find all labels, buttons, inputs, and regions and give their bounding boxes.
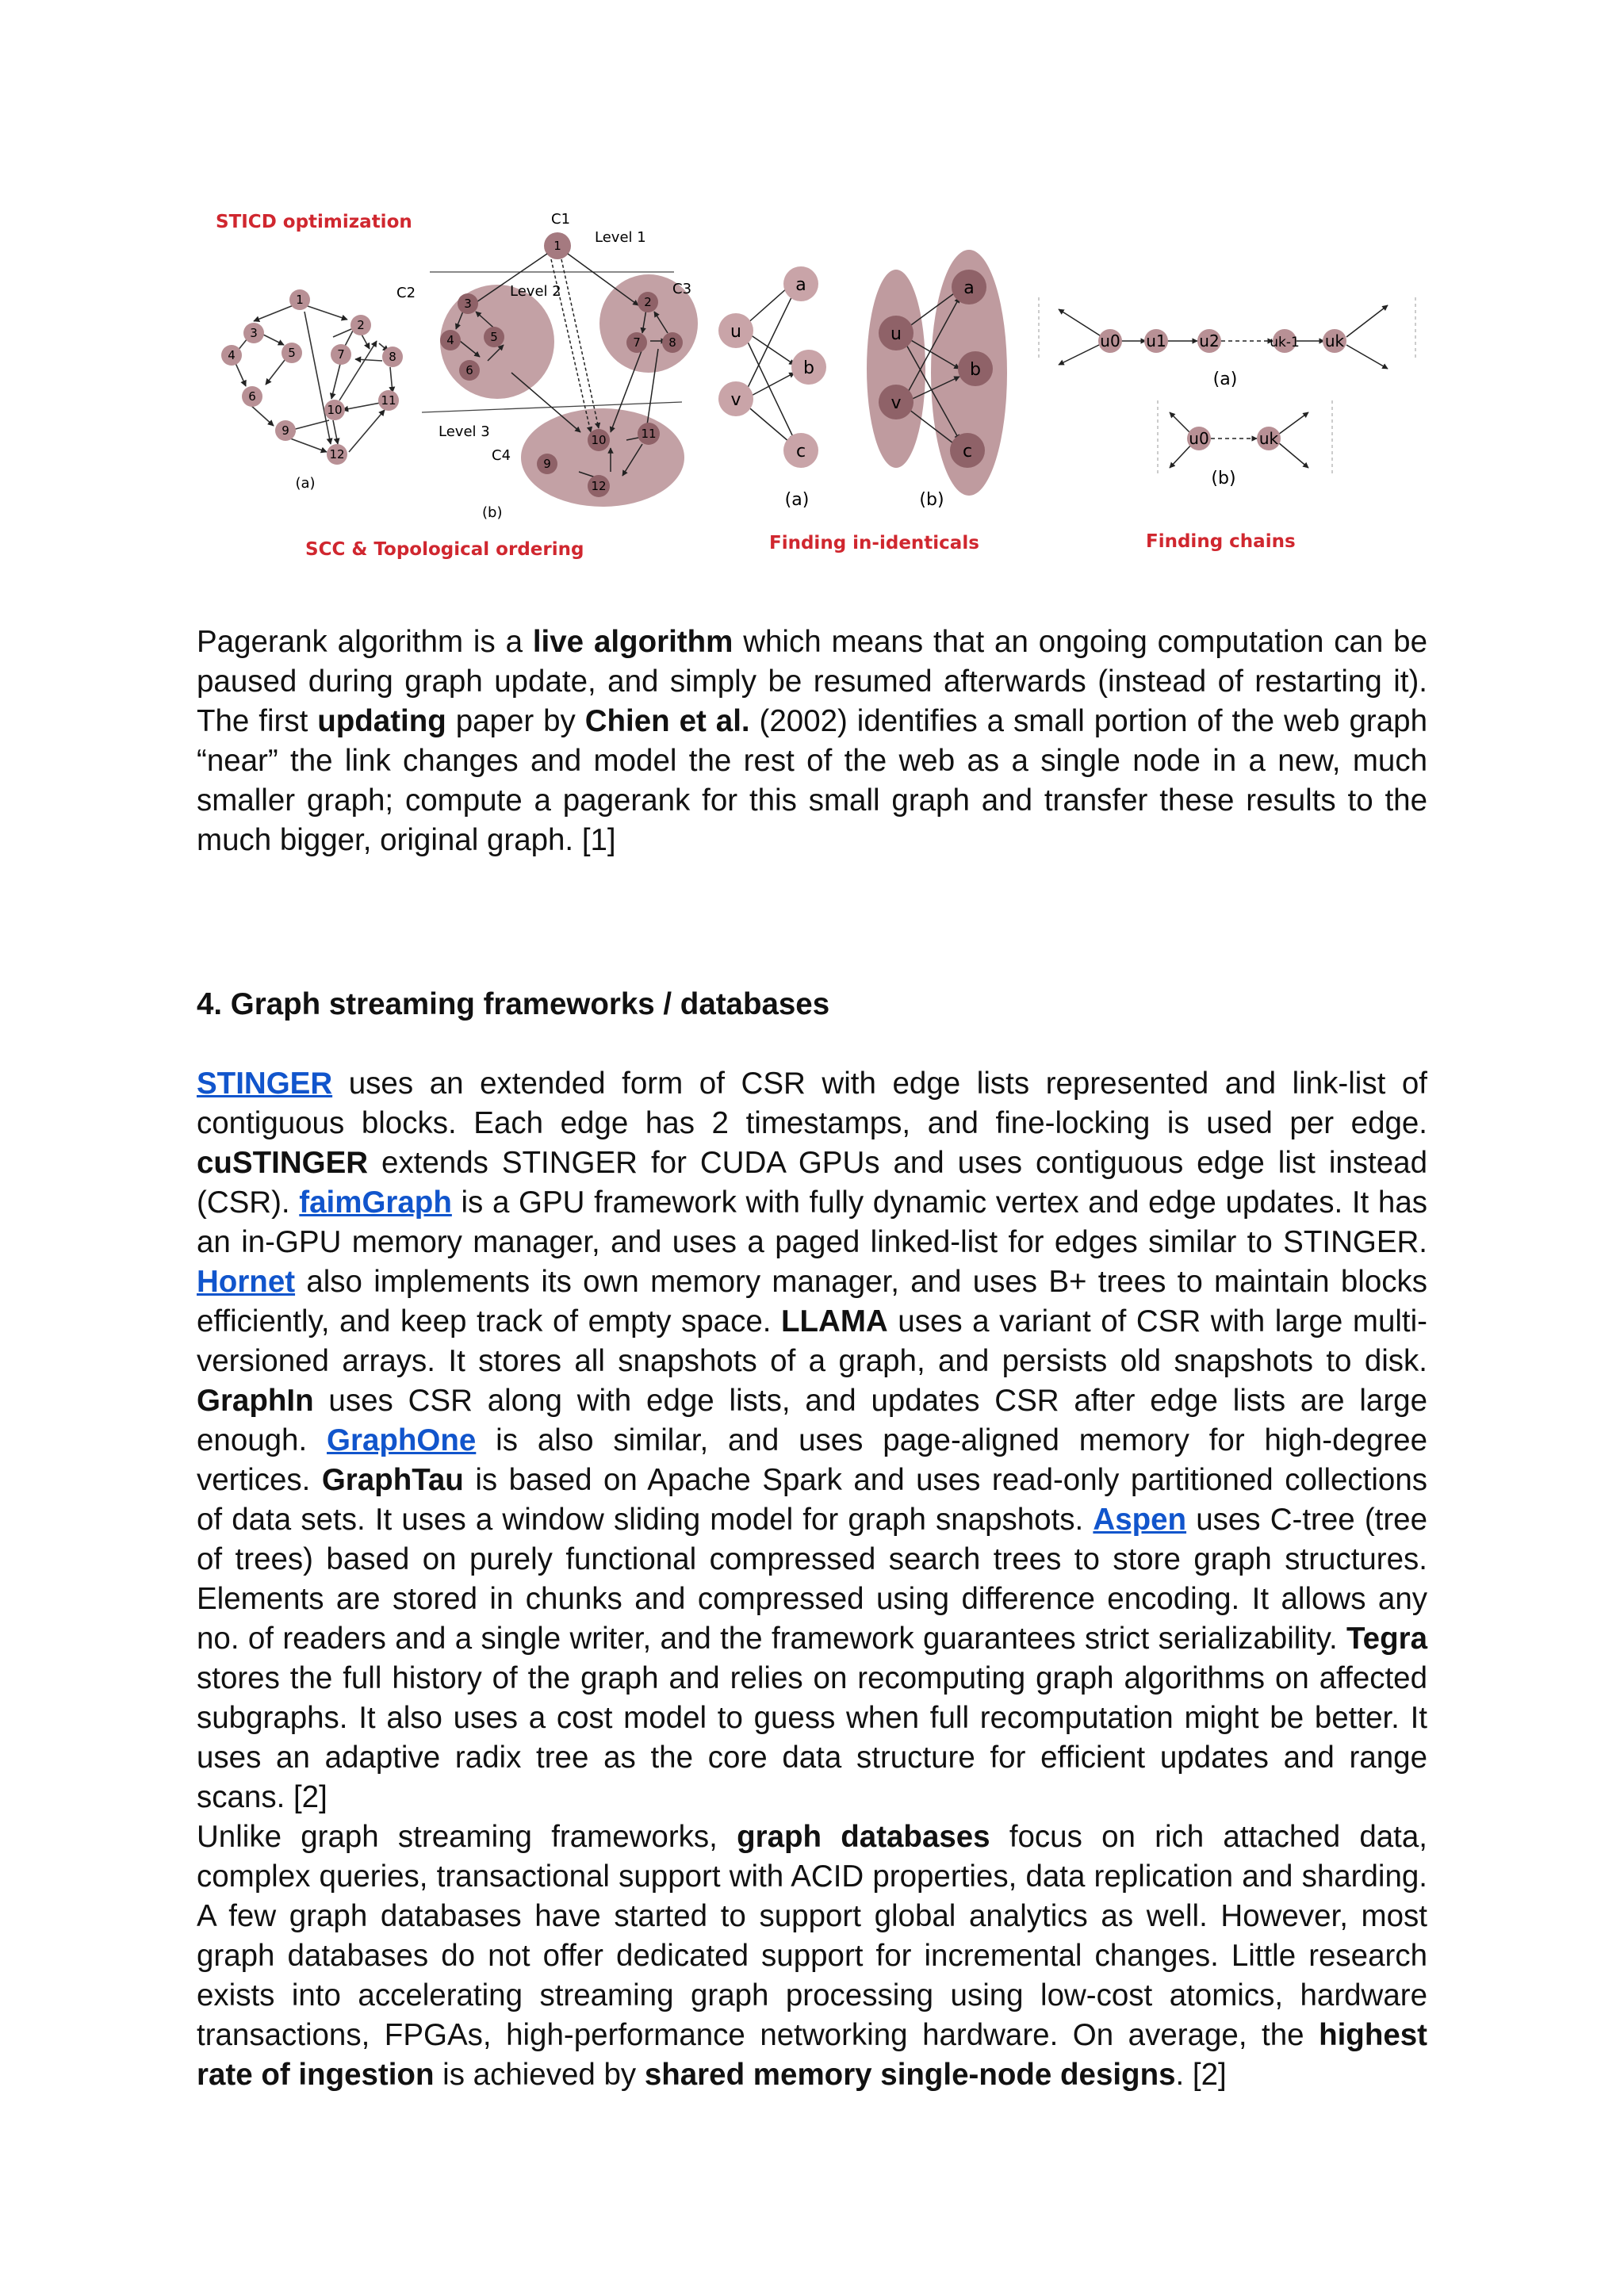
chains-a-label: (a) xyxy=(1212,370,1238,389)
svg-text:1: 1 xyxy=(553,239,561,253)
in-identicals-b-label: (b) xyxy=(919,490,944,510)
bold-updating: updating xyxy=(317,704,446,738)
svg-text:8: 8 xyxy=(668,335,676,350)
text-span: which means that an ongoing computation can be paused during graph update, and simply be resumed afterwards (instead of restarting it). The first xyxy=(197,625,1427,738)
chain-node-u2: u2 xyxy=(1199,331,1220,350)
svg-text:5: 5 xyxy=(288,346,296,360)
text-span: is a GPU framework with fully dynamic vertex and edge updates. It has an in-GPU memory manager, and uses a paged linked-list for edges similar to STINGER. xyxy=(197,1185,1427,1259)
svg-text:b: b xyxy=(970,360,981,380)
hornet-link[interactable]: Hornet xyxy=(197,1265,296,1299)
svg-text:10: 10 xyxy=(591,433,607,447)
chain-b-node-uk: uk xyxy=(1258,429,1279,448)
figure-canvas xyxy=(198,202,1427,575)
databases-paragraph xyxy=(197,1817,1427,2095)
chains-a xyxy=(1039,297,1415,389)
bold-graphin: GraphIn xyxy=(197,1384,314,1418)
svg-text:11: 11 xyxy=(641,427,657,441)
svg-text:10: 10 xyxy=(327,403,343,417)
svg-text:7: 7 xyxy=(633,335,641,350)
text-span: uses C-tree (tree of trees) based on purely functional compressed search trees to store graph structures. Elements are stored in chunks and compressed using difference encoding. It allows any no. of readers and a single writer, and the framework guarantees strict serializability. xyxy=(197,1503,1427,1656)
bold-graph-databases: graph databases xyxy=(737,1820,990,1854)
bold-custinger: cuSTINGER xyxy=(197,1146,369,1180)
graph-b-label: (b) xyxy=(482,504,503,521)
svg-text:6: 6 xyxy=(248,389,256,404)
chains-b xyxy=(1158,400,1332,488)
caption-scc: SCC & Topological ordering xyxy=(305,539,584,560)
chain-b-node-u0: u0 xyxy=(1189,429,1209,448)
svg-text:a: a xyxy=(795,275,806,295)
text-span: is based on Apache Spark and uses read-only partitioned collections of data sets. It uses a window sliding model for graph snapshots. xyxy=(197,1463,1427,1537)
text-span: is achieved by xyxy=(434,2058,645,2092)
svg-text:7: 7 xyxy=(337,347,345,362)
chain-node-uk-1: uk-1 xyxy=(1270,335,1300,350)
c4-label: C4 xyxy=(492,447,511,464)
chain-node-u0: u0 xyxy=(1100,331,1120,350)
text-span: Unlike graph streaming frameworks, xyxy=(197,1820,737,1854)
text-span: uses a variant of CSR with large multi-versioned arrays. It stores all snapshots of a graph, and persists old snapshots to disk. xyxy=(197,1304,1427,1378)
svg-text:11: 11 xyxy=(381,393,396,408)
svg-text:v: v xyxy=(891,393,902,413)
c2-label: C2 xyxy=(396,285,416,301)
graph-a-nodes xyxy=(221,289,403,492)
graph-b xyxy=(396,211,698,521)
svg-text:6: 6 xyxy=(465,363,473,377)
svg-text:9: 9 xyxy=(543,457,551,471)
bold-tegra: Tegra xyxy=(1346,1622,1427,1656)
svg-text:12: 12 xyxy=(591,479,607,493)
text-span: also implements its own memory manager, and uses B+ trees to maintain blocks efficiently, and keep track of empty space. xyxy=(197,1265,1427,1338)
text-span: uses an extended form of CSR with edge lists represented and link-list of contiguous blocks. Each edge has 2 timestamps, and fine-locking is used per edge. xyxy=(197,1067,1427,1140)
bold-graphtau: GraphTau xyxy=(321,1463,464,1497)
text-span: focus on rich attached data, complex queries, transactional support with ACID properties, data replication and sharding. A few graph databases have started to support global analytics as well. However, most graph databases do not offer dedicated support for incremental changes. Little research exists into accelerating streaming graph processing using low-cost atomics, hardware transactions, FPGAs, high-performance networking hardware. On average, the xyxy=(197,1820,1427,2052)
svg-text:2: 2 xyxy=(644,295,652,309)
svg-text:4: 4 xyxy=(446,333,454,347)
pagerank-paragraph xyxy=(197,622,1427,860)
chains-b-label: (b) xyxy=(1211,469,1236,488)
svg-text:5: 5 xyxy=(490,330,498,344)
svg-text:c: c xyxy=(962,442,973,461)
aspen-link[interactable]: Aspen xyxy=(1093,1503,1187,1537)
sticd-figure xyxy=(198,202,1427,575)
caption-in-identicals: Finding in-identicals xyxy=(769,533,979,553)
svg-text:a: a xyxy=(963,278,975,298)
chain-node-u1: u1 xyxy=(1146,331,1166,350)
faimgraph-link[interactable]: faimGraph xyxy=(299,1185,452,1220)
stinger-link[interactable]: STINGER xyxy=(197,1067,333,1101)
c1-label: C1 xyxy=(551,211,571,228)
svg-text:c: c xyxy=(795,442,806,461)
in-identicals-a xyxy=(718,266,826,510)
c3-label: C3 xyxy=(672,281,692,297)
text-span: stores the full history of the graph and relies on recomputing graph algorithms on affected subgraphs. It also uses a cost model to guess when full recomputation might be better. It uses an adaptive radix tree as the core data structure for efficient updates and range scans. [2] xyxy=(197,1661,1427,1814)
caption-chains: Finding chains xyxy=(1146,531,1296,552)
text-span: paper by xyxy=(446,704,585,738)
section-heading: 4. Graph streaming frameworks / databases xyxy=(197,987,830,1021)
chain-node-uk: uk xyxy=(1324,331,1345,350)
text-span: is also similar, and uses page-aligned memory for high-degree vertices. xyxy=(197,1423,1427,1497)
graphone-link[interactable]: GraphOne xyxy=(327,1423,477,1457)
level1-label: Level 1 xyxy=(595,229,646,246)
level3-label: Level 3 xyxy=(439,423,490,440)
bold-highest-rate: highest rate of ingestion xyxy=(197,2018,1427,2092)
graph-a-label: (a) xyxy=(295,475,316,492)
svg-text:2: 2 xyxy=(357,318,365,332)
svg-text:9: 9 xyxy=(282,423,289,438)
svg-text:4: 4 xyxy=(228,348,236,362)
svg-text:u: u xyxy=(730,322,741,342)
svg-text:3: 3 xyxy=(250,326,258,340)
svg-text:u: u xyxy=(891,324,902,344)
text-span: . [2] xyxy=(1175,2058,1227,2092)
bold-chien: Chien et al. xyxy=(584,704,750,738)
in-identicals-a-label: (a) xyxy=(784,490,810,510)
svg-text:1: 1 xyxy=(296,293,304,307)
text-span: Pagerank algorithm is a xyxy=(197,625,533,659)
sticd-title: STICD optimization xyxy=(216,212,412,232)
text-span: (2002) identifies a small portion of the web graph “near” the link changes and model the rest of the web as a single node in a new, much smaller graph; compute a pagerank for this small graph and transfer these results to the much bigger, original graph. [1] xyxy=(197,704,1427,857)
svg-text:12: 12 xyxy=(329,447,345,461)
bold-llama: LLAMA xyxy=(781,1304,888,1338)
svg-text:v: v xyxy=(730,390,741,410)
bold-live-algorithm: live algorithm xyxy=(532,625,733,659)
text-span: extends STINGER for CUDA GPUs and uses contiguous edge list instead (CSR). xyxy=(197,1146,1427,1220)
svg-text:3: 3 xyxy=(464,297,472,311)
svg-text:8: 8 xyxy=(389,350,396,364)
level2-label: Level 2 xyxy=(510,283,561,300)
text-span: uses CSR along with edge lists, and updates CSR after edge lists are large enough. xyxy=(197,1384,1427,1457)
in-identicals-b xyxy=(867,250,1007,510)
frameworks-paragraph xyxy=(197,1064,1427,1817)
svg-text:b: b xyxy=(803,358,814,378)
bold-shared-memory: shared memory single-node designs xyxy=(644,2058,1176,2092)
